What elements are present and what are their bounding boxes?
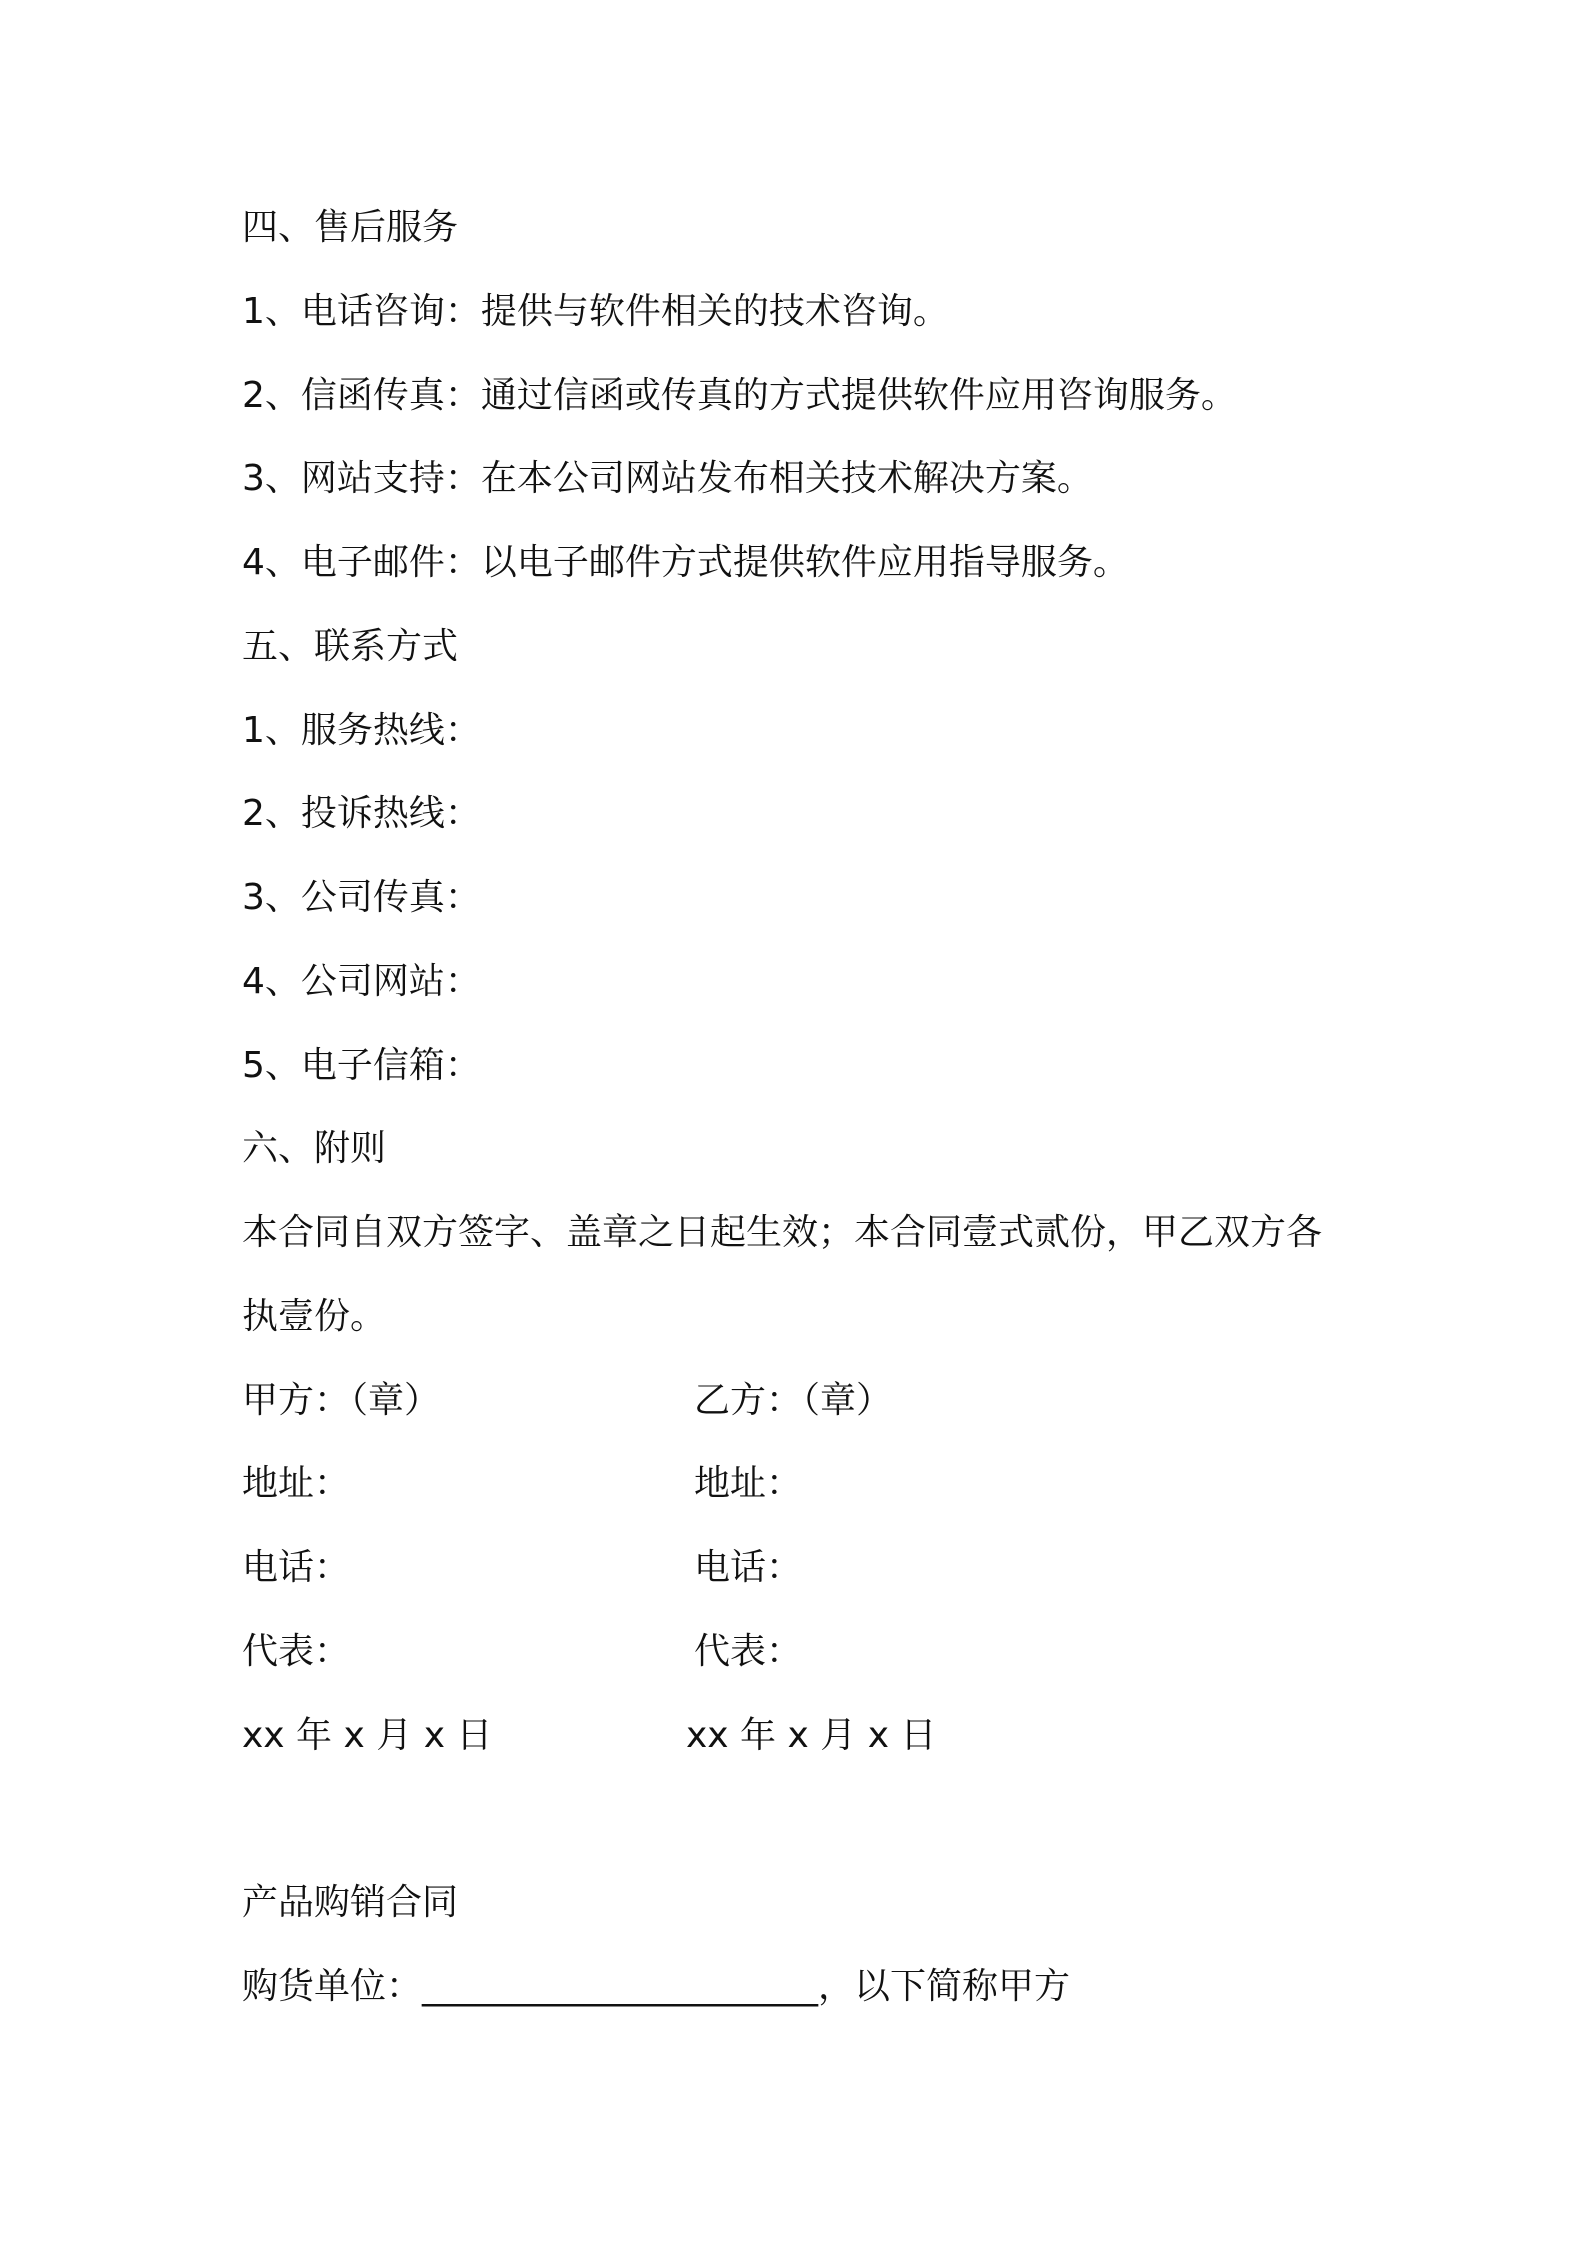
- party-a-seal: 甲方：（章）: [242, 1380, 441, 1421]
- party-b-address: 地址：: [694, 1463, 803, 1504]
- after-sales-item-email: 4、电子邮件：以电子邮件方式提供软件应用指导服务。: [242, 542, 1129, 583]
- contact-item-service-hotline: 1、服务热线：: [242, 710, 481, 751]
- contact-item-email: 5、电子信箱：: [242, 1045, 481, 1086]
- party-a-representative: 代表：: [242, 1631, 351, 1672]
- buyer-unit-line: 购货单位：______________________，以下简称甲方: [242, 1966, 1071, 2007]
- section-heading-appendix: 六、附则: [242, 1128, 387, 1169]
- party-a-address: 地址：: [242, 1463, 351, 1504]
- contact-item-website: 4、公司网站：: [242, 961, 481, 1002]
- after-sales-item-phone: 1、电话咨询：提供与软件相关的技术咨询。: [242, 291, 949, 332]
- party-b-date: xx 年 x 月 x 日: [686, 1715, 937, 1756]
- party-b-representative: 代表：: [694, 1631, 803, 1672]
- party-a-date: xx 年 x 月 x 日: [242, 1715, 493, 1756]
- after-sales-item-website: 3、网站支持：在本公司网站发布相关技术解决方案。: [242, 458, 1093, 499]
- section-heading-contact: 五、联系方式: [242, 626, 459, 667]
- after-sales-item-fax: 2、信函传真：通过信函或传真的方式提供软件应用咨询服务。: [242, 375, 1237, 416]
- contact-item-complaint-hotline: 2、投诉热线：: [242, 793, 481, 834]
- appendix-text-line-2: 执壹份。: [242, 1296, 387, 1337]
- section-heading-after-sales: 四、售后服务: [242, 207, 459, 248]
- party-b-phone: 电话：: [694, 1547, 803, 1588]
- party-b-seal: 乙方：（章）: [694, 1380, 893, 1421]
- contact-item-fax: 3、公司传真：: [242, 877, 481, 918]
- party-a-phone: 电话：: [242, 1547, 351, 1588]
- appendix-text-line-1: 本合同自双方签字、盖章之日起生效；本合同壹式贰份，甲乙双方各: [242, 1212, 1323, 1253]
- next-contract-title: 产品购销合同: [242, 1882, 459, 1923]
